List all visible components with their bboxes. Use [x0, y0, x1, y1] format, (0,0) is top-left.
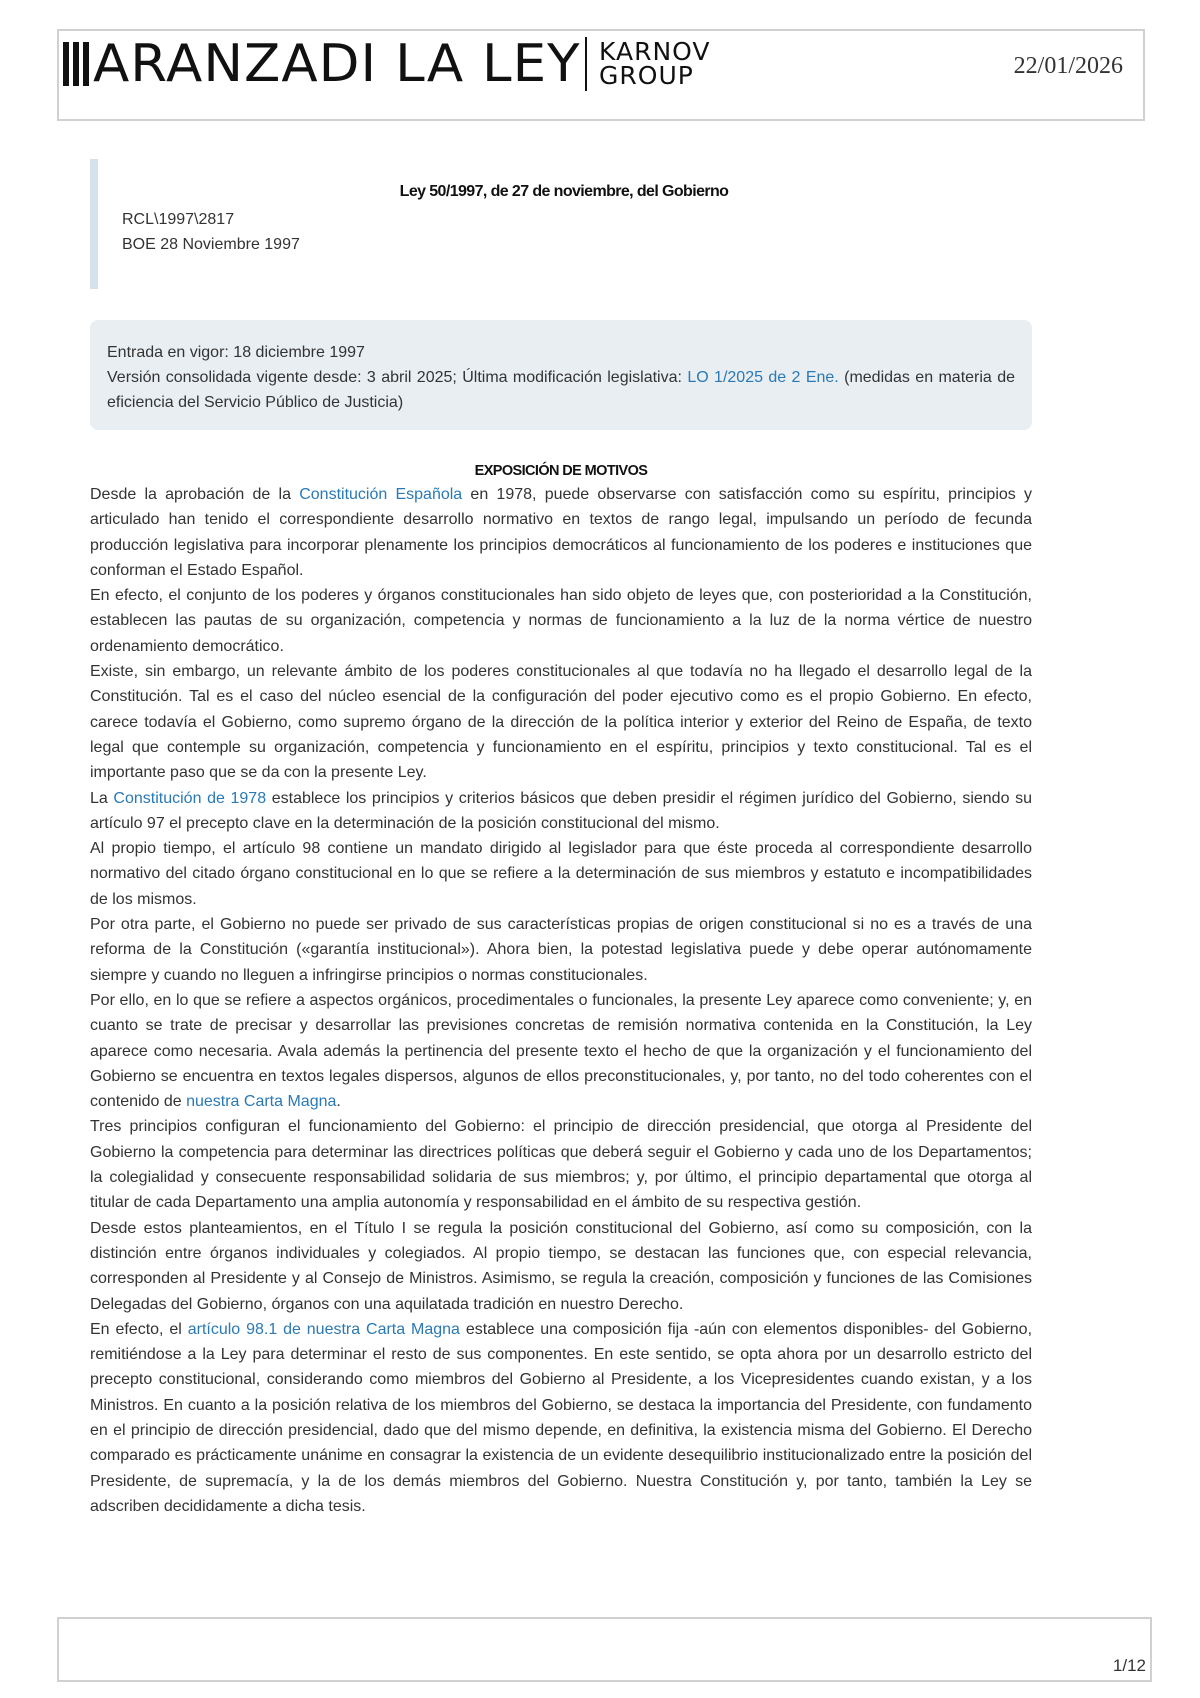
document-boe: BOE 28 Noviembre 1997	[122, 236, 300, 253]
paragraph-1-rest: en 1978, puede observarse con satisfacción como su espíritu, principios y articulado han tenido el correspondiente desarrollo normativo en textos de rango legal, impulsando un período de fecunda producción legislativa para incorporar plenamente los principios democráticos al funcionamiento de los poderes e instituciones que conforman el Estado Español.	[90, 486, 1032, 579]
paragraph-9: Desde estos planteamientos, en el Título I se regula la posición constitucional del Gobierno, así como su composición, con la distinción entre órganos individuales y colegiados. Al propio tiempo, se destacan las funciones que, con especial relevancia, corresponden al Presidente y al Consejo de Ministros. Asimismo, se regula la creación, composición y funciones de las Comisiones Delegadas del Gobierno, órganos con una aquilatada tradición en nuestro Derecho.	[90, 1219, 1032, 1313]
paragraph-6: Por otra parte, el Gobierno no puede ser privado de sus características propias de origen constitucional si no es a través de una reforma de la Constitución («garantía institucional»). Ahora bien, la potestad legislativa puede y debe operar autónomamente siempre y cuando no lleguen a infringirse principios o normas constitucionales.	[90, 916, 1032, 984]
last-modification-link[interactable]: LO 1/2025 de 2 Ene.	[687, 369, 839, 386]
page-number: 1/12	[1112, 1656, 1146, 1675]
section-title: EXPOSICIÓN DE MOTIVOS	[474, 463, 648, 479]
document-reference: RCL\1997\2817	[122, 211, 235, 228]
logo-group-line2: GROUP	[599, 61, 694, 90]
paragraph-3: Existe, sin embargo, un relevante ámbito de los poderes constitucionales al que todavía no ha llegado el desarrollo legal de la Constitución. Tal es el caso del núcleo esencial de la configuración del poder ejecutivo como es el propio Gobierno. En efecto, carece todavía el Gobierno, como supremo órgano de la dirección de la política interior y exterior del Reino de España, de texto legal que contemple su organización, competencia y funcionamiento en el espíritu, principios y texto constitucional. Tal es el importante paso que se da con la presente Ley.	[90, 663, 1032, 782]
paragraph-1-text: Desde la aprobación de la	[90, 486, 300, 503]
paragraph-4-rest: establece los principios y criterios básicos que deben presidir el régimen jurídico del Gobierno, siendo su artículo 97 el precepto clave en la determinación de la posición constitucional del mismo.	[90, 789, 1033, 832]
validity-info-box	[90, 320, 1032, 430]
paragraph-4	[90, 786, 1032, 837]
consolidated-version-note: (medidas en materia de eficiencia del Servicio Público de Justicia)	[107, 369, 1015, 411]
logo-main-text: ARANZADI LA LEY	[93, 34, 581, 94]
paragraph-10-rest: establece una composición fija -aún con elementos disponibles- del Gobierno, remitiéndose a la Ley para determinar el resto de sus componentes. En este sentido, se opta ahora por un desarrollo estricto del precepto constitucional, considerando como miembros del Gobierno al Presidente, a los Vicepresidentes cuando existan, y a los Ministros. En cuanto a la posición relativa de los miembros del Gobierno, se destaca la importancia del Presidente, con fundamento en el principio de dirección presidencial, dado que del mismo depende, en definitiva, la existencia misma del Gobierno. El Derecho comparado es prácticamente unánime en consagrar la existencia de un evidente desequilibrio institucionalizado entre la posición del Presidente, de supremacía, y la de los demás miembros del Gobierno. Nuestra Constitución y, por tanto, también la Ley se adscriben decididamente a dicha tesis.	[90, 1320, 1033, 1515]
paragraph-4-text: La	[90, 789, 114, 807]
carta-magna-link[interactable]: nuestra Carta Magna	[186, 1093, 337, 1111]
document-title: Ley 50/1997, de 27 de noviembre, del Gobierno	[399, 183, 729, 200]
logo-group-line1: KARNOV	[599, 37, 711, 66]
consolidated-version	[107, 365, 1015, 415]
document-title-block	[90, 159, 1030, 289]
paragraph-5: Al propio tiempo, el artículo 98 contiene un mandato dirigido al legislador para que éste proceda al correspondiente desarrollo normativo del citado órgano constitucional en lo que se refiere a la determinación de sus miembros y estatuto e incompatibilidades de los mismos.	[90, 840, 1032, 908]
paragraph-10	[90, 1317, 1032, 1519]
page-header	[57, 29, 1145, 121]
document-body	[90, 482, 1032, 1519]
logo-divider	[585, 37, 587, 91]
header-date: 22/01/2026	[1013, 53, 1123, 79]
paragraph-10-text: En efecto, el	[90, 1320, 188, 1338]
entry-into-force: Entrada en vigor: 18 diciembre 1997	[107, 344, 365, 361]
page-footer	[57, 1617, 1152, 1682]
paragraph-7	[90, 988, 1032, 1114]
logo-group-text	[599, 37, 711, 90]
articulo-98-1-link[interactable]: artículo 98.1 de nuestra Carta Magna	[187, 1320, 460, 1338]
constitucion-espanola-link[interactable]: Constitución Española	[299, 486, 463, 503]
paragraph-1	[90, 482, 1032, 583]
paragraph-2: En efecto, el conjunto de los poderes y órganos constitucionales han sido objeto de leyes que, con posterioridad a la Constitución, establecen las pautas de su organización, competencia y normas de funcionamiento a la luz de la norma vértice de nuestro ordenamiento democrático.	[90, 587, 1032, 655]
paragraph-7-rest: .	[336, 1093, 341, 1111]
logo-bars-icon	[63, 42, 89, 86]
paragraph-8: Tres principios configuran el funcionamiento del Gobierno: el principio de dirección presidencial, que otorga al Presidente del Gobierno la competencia para determinar las directrices políticas que deberá seguir el Gobierno y cada uno de los Departamentos; la colegialidad y consecuente responsabilidad solidaria de sus miembros; y, por último, el principio departamental que otorga al titular de cada Departamento una amplia autonomía y responsabilidad en el ámbito de su respectiva gestión.	[90, 1118, 1032, 1212]
aranzadi-la-ley-logo	[63, 35, 711, 93]
consolidated-version-text: Versión consolidada vigente desde: 3 abril 2025; Última modificación legislativa:	[107, 369, 688, 386]
paragraph-7-text: Por ello, en lo que se refiere a aspectos orgánicos, procedimentales o funcionales, la presente Ley aparece como conveniente; y, en cuanto se trate de precisar y desarrollar las previsiones concretas de remisión normativa contenida en la Constitución, la Ley aparece como necesaria. Avala además la pertinencia del presente texto el hecho de que la organización y el funcionamiento del Gobierno se encuentra en textos legales dispersos, algunos de ellos preconstitucionales, y, por tanto, no del todo coherentes con el contenido de	[90, 991, 1032, 1111]
constitucion-1978-link[interactable]: Constitución de 1978	[113, 789, 267, 807]
